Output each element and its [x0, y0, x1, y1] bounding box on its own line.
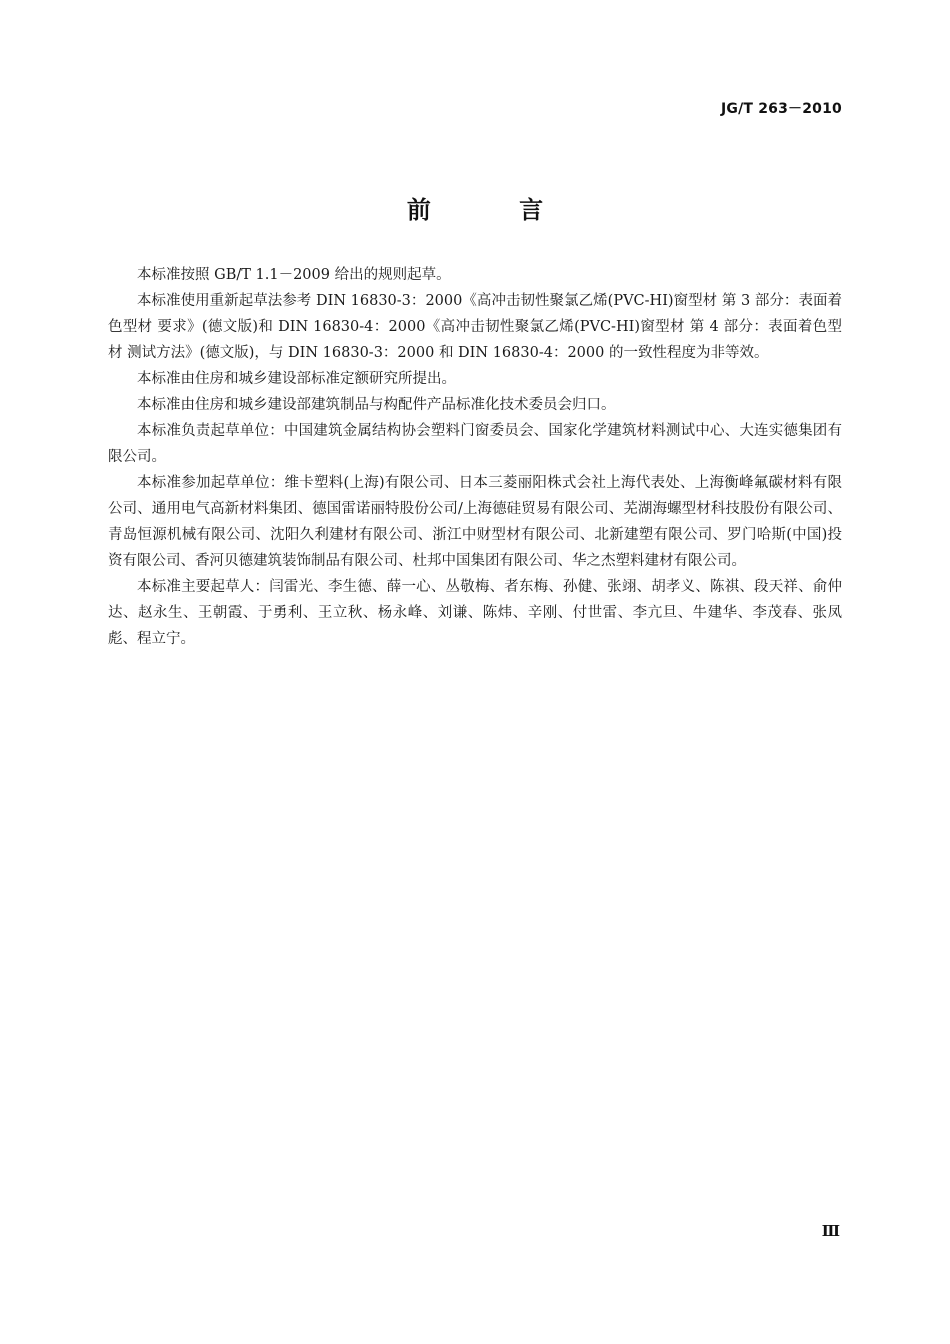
- paragraph-main-drafters: 本标准主要起草人：闫雷光、李生德、薛一心、丛敬梅、者东梅、孙健、张翊、胡孝义、陈祺、段天祥、俞仲达、赵永生、王朝霞、于勇利、王立秋、杨永峰、刘谦、陈炜、辛刚、付世雷、李亢旦、牛建华、李茂春、张凤彪、程立宁。: [108, 579, 842, 647]
- paragraph-lead-drafters: 本标准负责起草单位：中国建筑金属结构协会塑料门窗委员会、国家化学建筑材料测试中心、大连实德集团有限公司。: [108, 423, 842, 465]
- paragraph-drafting-rules: 本标准按照 GB/T 1.1－2009 给出的规则起草。: [137, 267, 451, 283]
- paragraph-reference-standards: 本标准使用重新起草法参考 DIN 16830-3：2000《高冲击韧性聚氯乙烯(PVC-HI)窗型材 第 3 部分：表面着色型材 要求》(德文版)和 DIN 16830-4：2000《高冲击韧性聚氯乙烯(PVC-HI)窗型材 第 4 部分：表面着色型材 测试方法》(德文版)，与 DIN 16830-3：2000 和 DIN 16830-4：2000 的一致性程度为非等效。: [108, 293, 842, 361]
- page-title: 前 言: [406, 196, 584, 224]
- paragraph-administration: 本标准由住房和城乡建设部建筑制品与构配件产品标准化技术委员会归口。: [137, 397, 616, 413]
- standard-code: JG/T 263－2010: [720, 101, 842, 117]
- paragraph-participating-drafters: 本标准参加起草单位：维卡塑料(上海)有限公司、日本三菱丽阳株式会社上海代表处、上海衡峰氟碳材料有限公司、通用电气高新材料集团、德国雷诺丽特股份公司/上海德硅贸易有限公司、芜湖海螺型材科技股份有限公司、青岛恒源机械有限公司、沈阳久利建材有限公司、浙江中财型材有限公司、北新建塑有限公司、罗门哈斯(中国)投资有限公司、香河贝德建筑装饰制品有限公司、杜邦中国集团有限公司、华之杰塑料建材有限公司。: [108, 475, 842, 569]
- foreword-body: [108, 262, 842, 652]
- paragraph-proposer: 本标准由住房和城乡建设部标准定额研究所提出。: [137, 371, 456, 387]
- page-number: Ⅲ: [821, 1222, 840, 1240]
